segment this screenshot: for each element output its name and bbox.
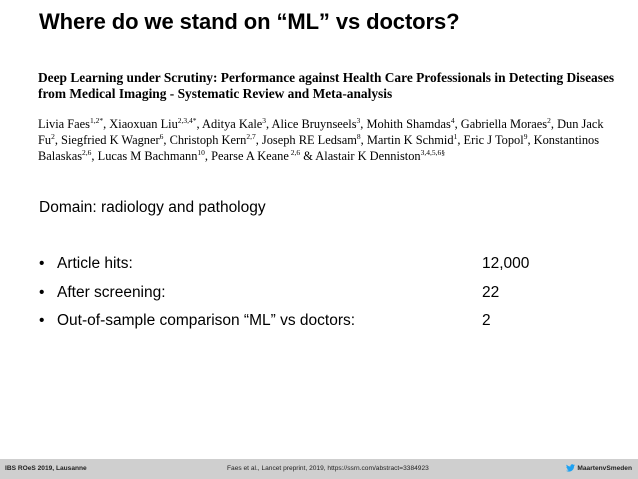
author-name: Pearse A Keane bbox=[211, 149, 289, 163]
author-name: Konstantinos Balaskas bbox=[38, 133, 600, 163]
stat-label: After screening: bbox=[57, 283, 166, 301]
bullet: • bbox=[39, 312, 45, 329]
paper-excerpt bbox=[38, 70, 618, 164]
author-name: Christoph Kern bbox=[169, 133, 247, 147]
author-name: Eric J Topol bbox=[463, 133, 524, 147]
stat-row bbox=[39, 255, 559, 284]
author-separator: , bbox=[360, 117, 367, 131]
author-name: Alice Bruynseels bbox=[271, 117, 357, 131]
author-affiliation: 3 bbox=[356, 115, 361, 125]
author-separator: , bbox=[255, 133, 262, 147]
stat-row bbox=[39, 312, 559, 341]
stat-value: 2 bbox=[482, 312, 491, 329]
author-name: Joseph RE Ledsam bbox=[261, 133, 357, 147]
author-separator: , bbox=[204, 149, 212, 163]
footer-event: IBS ROeS 2019, Lausanne bbox=[5, 465, 87, 472]
author-separator: , bbox=[54, 133, 62, 147]
author-name: Livia Faes bbox=[38, 117, 90, 131]
slide-title: Where do we stand on “ML” vs doctors? bbox=[39, 9, 460, 34]
author-affiliation: 2,3,4* bbox=[177, 115, 197, 125]
author-affiliation: 2 bbox=[547, 115, 551, 125]
author-separator: , bbox=[196, 117, 203, 131]
author-separator: , bbox=[103, 117, 110, 131]
author-name: Lucas M Bachmann bbox=[97, 149, 198, 163]
author-name: Alastair K Denniston bbox=[315, 149, 421, 163]
author-separator: , bbox=[163, 133, 170, 147]
author-affiliation: 6 bbox=[159, 131, 164, 141]
stat-value: 22 bbox=[482, 283, 500, 301]
author-separator: , bbox=[527, 133, 534, 147]
author-separator: , bbox=[457, 133, 464, 147]
author-name: Xiaoxuan Liu bbox=[109, 117, 178, 131]
author-affiliation: 1 bbox=[453, 131, 458, 141]
domain-text: Domain: radiology and pathology bbox=[39, 199, 266, 216]
author-name: Siegfried K Wagner bbox=[61, 133, 160, 147]
author-separator: , bbox=[454, 117, 461, 131]
bullet: • bbox=[39, 283, 45, 301]
author-name: Gabriella Moraes bbox=[460, 117, 548, 131]
author-name: Mohith Shamdas bbox=[366, 117, 451, 131]
author-affiliation: 3 bbox=[262, 115, 267, 125]
paper-title-line-1: Deep Learning under Scrutiny: Performance against Health Care Professionals in Detecting Diseases bbox=[38, 70, 615, 85]
paper-title-line-2: from Medical Imaging - Systematic Review and Meta-analysis bbox=[38, 86, 393, 101]
author-name: Aditya Kale bbox=[202, 117, 263, 131]
author-affiliation: 3,4,5,6§ bbox=[420, 147, 445, 157]
footer-handle bbox=[566, 464, 632, 472]
footer-handle-text: MaartenvSmeden bbox=[577, 464, 632, 472]
author-affiliation: 9 bbox=[523, 131, 528, 141]
footer-citation: Faes et al., Lancet preprint, 2019, https://ssrn.com/abstract=3384923 bbox=[227, 465, 429, 472]
author-separator: , bbox=[91, 149, 98, 163]
paper-authors bbox=[38, 116, 618, 164]
author-affiliation: 2 bbox=[51, 131, 55, 141]
author-affiliation: 8 bbox=[356, 131, 361, 141]
author-name: Dun Jack Fu bbox=[38, 117, 604, 147]
author-affiliation: 1,2* bbox=[89, 115, 104, 125]
stats-list bbox=[39, 255, 559, 341]
stat-label: Out-of-sample comparison “ML” vs doctors: bbox=[57, 312, 356, 329]
author-name: Martin K Schmid bbox=[366, 133, 454, 147]
stat-value: 12,000 bbox=[482, 255, 530, 272]
author-separator: , bbox=[360, 133, 367, 147]
bullet: • bbox=[39, 255, 45, 272]
author-separator: , bbox=[266, 117, 272, 131]
twitter-icon bbox=[566, 464, 575, 472]
author-affiliation: 2,6 bbox=[288, 147, 301, 157]
author-separator: & bbox=[300, 149, 316, 163]
author-separator: , bbox=[550, 117, 558, 131]
stat-label: Article hits: bbox=[57, 255, 133, 272]
author-affiliation: 10 bbox=[197, 147, 205, 157]
author-affiliation: 4 bbox=[450, 115, 455, 125]
paper-title bbox=[38, 70, 618, 102]
author-affiliation: 2,6 bbox=[82, 147, 92, 157]
stat-row bbox=[39, 284, 559, 313]
author-affiliation: 2,7 bbox=[246, 131, 256, 141]
footer-bar bbox=[0, 459, 638, 479]
